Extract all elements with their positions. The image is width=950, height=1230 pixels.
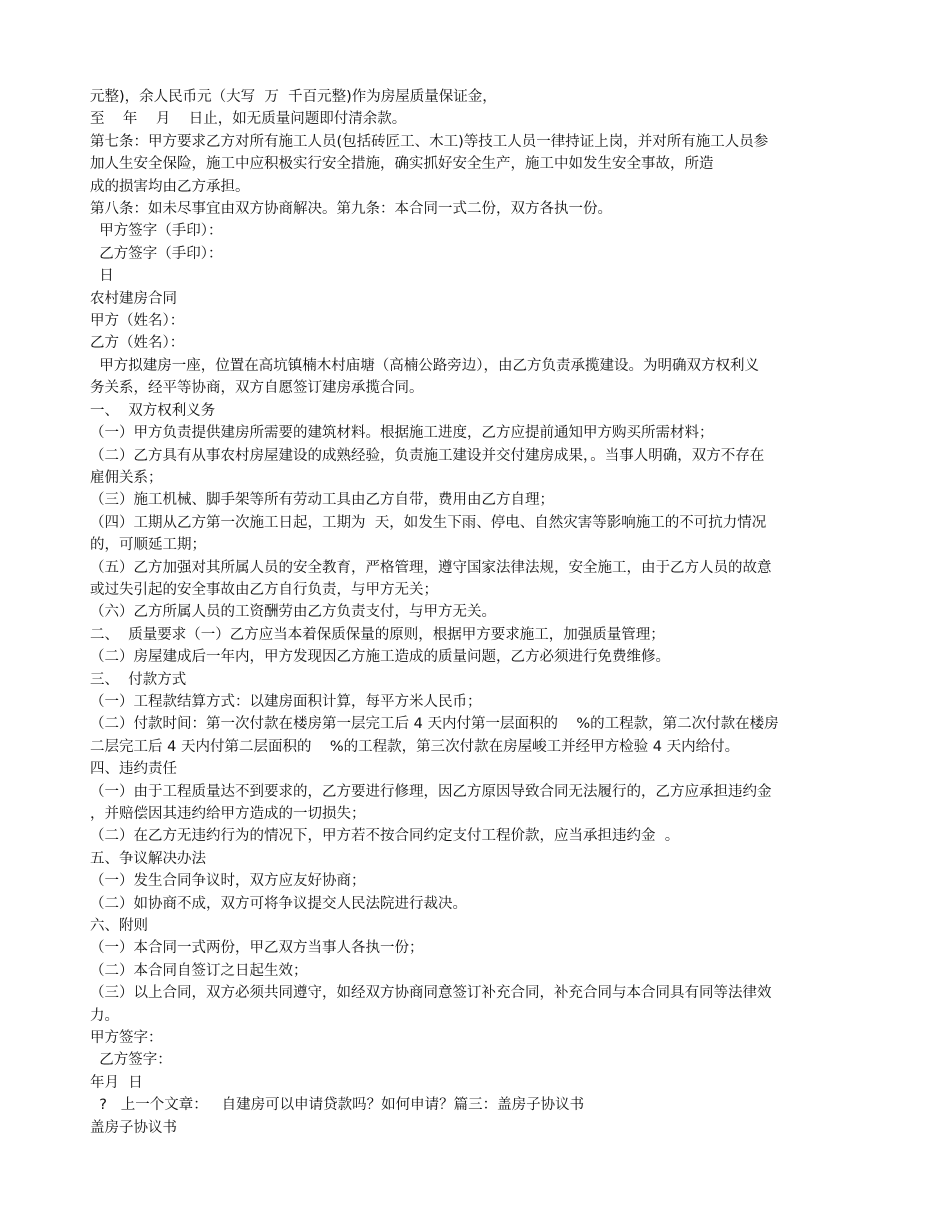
party-b-signature-line: 乙方签字（手印）： [90,245,223,262]
text-line: （一）发生合同争议时，双方应友好协商； [90,873,366,890]
date-line: 年月 日 [90,1074,143,1091]
text-line: 雇佣关系； [90,469,163,486]
section-heading-2: 二、 质量要求（一）乙方应当本着保质保量的原则，根据甲方要求施工，加强质量管理； [90,626,665,643]
party-b-signature-line: 乙方签字： [90,1052,172,1069]
party-b-name-line: 乙方（姓名）： [90,335,185,352]
text-line: 至 年 月 日止，如无质量问题即付清余款。 [90,111,407,128]
text-line: （三）以上合同，双方必须共同遵守，如经双方协商同意签订补充合同，补充合同与本合同具有同等法律效 [90,985,772,1002]
article-7-line: 第七条：甲方要求乙方对所有施工人员(包括砖匠工、木工)等技工人员一律持证上岗，并对所有施工人员参 [90,133,769,150]
text-line: 务关系，经平等协商，双方自愿签订建房承揽合同。 [90,380,424,397]
section-heading-6: 六、附则 [90,918,148,935]
text-line: 甲方拟建房一座，位置在高坑镇楠木村庙塘（高楠公路旁边），由乙方负责承揽建设。为明确双方权利义 [90,357,759,374]
text-line: （四）工期从乙方第一次施工日起，工期为 天，如发生下雨、停电、自然灾害等影响施工的不可抗力情况 [90,514,767,531]
party-a-name-line: 甲方（姓名）： [90,313,185,330]
text-line: 元整)，余人民币元（大写 万 千百元整)作为房屋质量保证金， [90,89,497,105]
article-8-line: 第八条：如未尽事宜由双方协商解决。第九条：本合同一式二份，双方各执一份。 [90,201,612,218]
text-line: （六）乙方所属人员的工资酬劳由乙方负责支付，与甲方无关。 [90,604,496,621]
party-a-signature-line: 甲方签字： [90,1030,163,1047]
contract-title: 农村建房合同 [90,290,177,307]
text-line: （二）如协商不成，双方可将争议提交人民法院进行裁决。 [90,895,467,912]
section-heading-3: 三、 付款方式 [90,671,187,688]
text-line: ，并赔偿因其违约给甲方造成的一切损失； [90,806,366,822]
text-line: 力。 [90,1007,119,1024]
text-line: （二）本合同自签订之日起生效； [90,962,308,979]
section-heading-4: 四、违约责任 [90,761,177,778]
section-heading-5: 五、争议解决办法 [90,850,206,867]
text-line: （三）施工机械、脚手架等所有劳动工具由乙方自带，费用由乙方自理； [90,492,554,509]
section-title: 盖房子协议书 [90,1119,177,1136]
text-line: （一）工程款结算方式：以建房面积计算，每平方米人民币； [90,693,482,710]
text-line: （一）本合同一式两份，甲乙双方当事人各执一份； [90,940,424,957]
text-line: 加人生安全保险，施工中应积极实行安全措施，确实抓好安全生产，施工中如发生安全事故，所造 [90,156,714,173]
text-line: （一）由于工程质量达不到要求的，乙方要进行修理，因乙方原因导致合同无法履行的，乙方应承担违约金 [90,783,772,800]
text-line: （一）甲方负责提供建房所需要的建筑材料。根据施工进度，乙方应提前通知甲方购买所需材料； [90,425,714,442]
text-line: （二）在乙方无违约行为的情况下，甲方若不按合同约定支付工程价款，应当承担违约金 。 [90,828,680,845]
text-line: （五）乙方加强对其所属人员的安全教育，严格管理，遵守国家法律法规，安全施工，由于乙方人员的故意 [90,559,772,576]
date-line: 日 [90,268,114,285]
text-line: （二）房屋建成后一年内，甲方发现因乙方施工造成的质量问题，乙方必须进行免费维修。 [90,649,670,666]
text-line: （二）乙方具有从事农村房屋建设的成熟经验，负责施工建设并交付建房成果，。当事人明确，双方不存在 [90,447,765,464]
text-line: （二）付款时间：第一次付款在楼房第一层完工后 4 天内付第一层面积的 %的工程款，第二次付款在楼房 [90,716,779,733]
text-line: 成的损害均由乙方承担。 [90,178,250,195]
party-a-signature-line: 甲方签字（手印）： [90,223,223,240]
text-line: 二层完工后 4 天内付第二层面积的 %的工程款，第三次付款在房屋峻工并经甲方检验 4 天内给付。 [90,738,740,755]
text-line: 或过失引起的安全事故由乙方自行负责，与甲方无关； [90,581,438,598]
previous-article-link[interactable]: ? 上一个文章： 自建房可以申请贷款吗？如何申请？篇三：盖房子协议书 [90,1097,585,1114]
text-line: 的，可顺延工期； [90,537,206,554]
section-heading-1: 一、 双方权利义务 [90,402,216,419]
